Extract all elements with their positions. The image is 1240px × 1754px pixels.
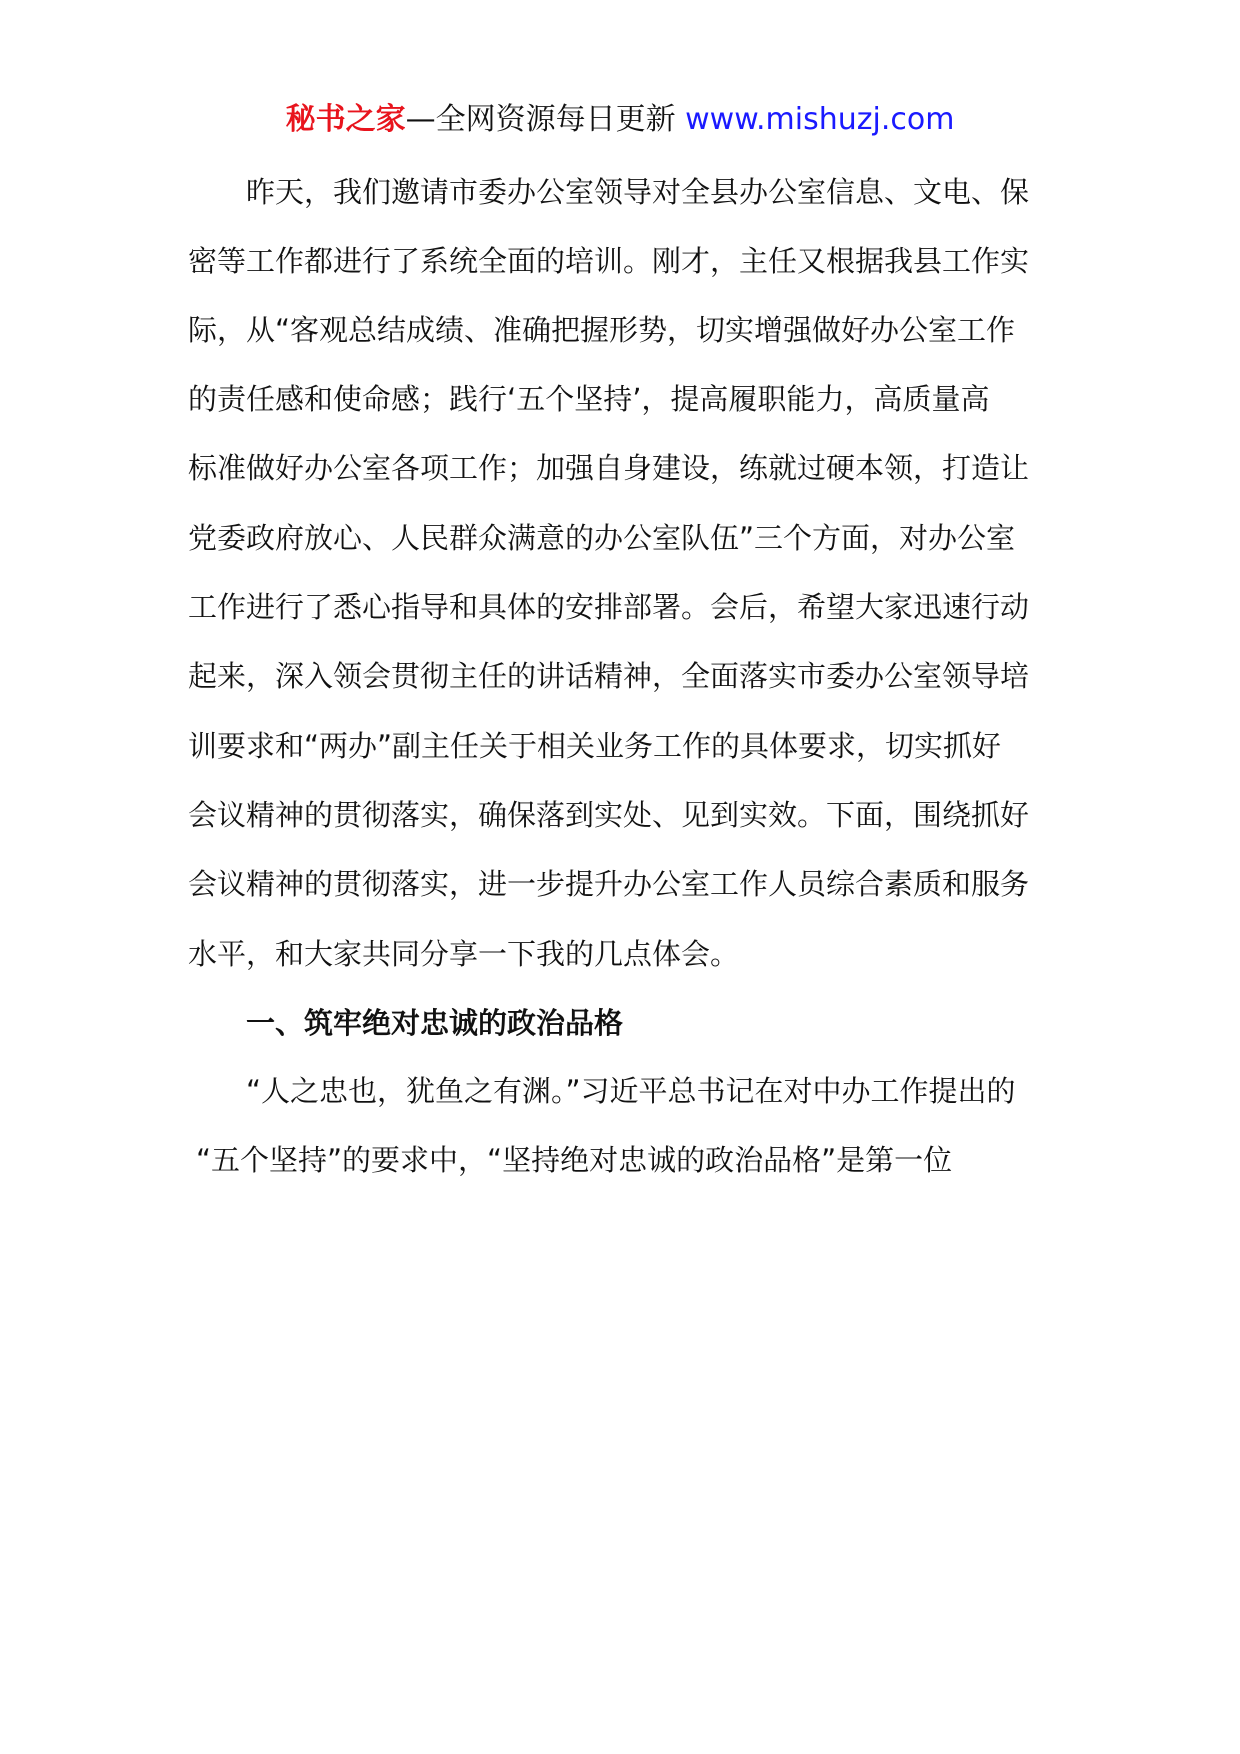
site-url[interactable]: www.mishuzj.com xyxy=(685,102,955,137)
header-tagline: —全网资源每日更新 xyxy=(405,102,686,137)
paragraph-line: 昨天，我们邀请市委办公室领导对全县办公室信息、文电、保 xyxy=(246,175,1030,209)
paragraph-line: 会议精神的贯彻落实，进一步提升办公室工作人员综合素质和服务 xyxy=(188,867,1030,901)
paragraph-line: 际，从“客观总结成绩、准确把握形势，切实增强做好办公室工作 xyxy=(188,313,1016,347)
paragraph-line: 标准做好办公室各项工作；加强自身建设，练就过硬本领，打造让 xyxy=(188,451,1030,485)
paragraph-line: 会议精神的贯彻落实，确保落到实处、见到实效。下面，围绕抓好 xyxy=(188,798,1030,832)
paragraph-line: “人之忠也，犹鱼之有渊。”习近平总书记在对中办工作提出的 xyxy=(246,1074,1016,1108)
section-heading: 一、筑牢绝对忠诚的政治品格 xyxy=(246,1006,624,1040)
paragraph-line: 党委政府放心、人民群众满意的办公室队伍”三个方面，对办公室 xyxy=(188,521,1016,555)
paragraph-line: 水平，和大家共同分享一下我的几点体会。 xyxy=(188,937,740,971)
paragraph-line: 密等工作都进行了系统全面的培训。刚才，主任又根据我县工作实 xyxy=(188,244,1030,278)
paragraph-line: 起来，深入领会贯彻主任的讲话精神，全面落实市委办公室领导培 xyxy=(188,659,1030,693)
paragraph-line: 训要求和“两办”副主任关于相关业务工作的具体要求，切实抓好 xyxy=(188,729,1002,763)
paragraph-line: 工作进行了悉心指导和具体的安排部署。会后，希望大家迅速行动 xyxy=(188,590,1030,624)
paragraph-line: 的责任感和使命感；践行‘五个坚持’，提高履职能力，高质量高 xyxy=(188,382,990,416)
page-header xyxy=(0,100,1240,140)
paragraph-line: “五个坚持”的要求中，“坚持绝对忠诚的政治品格”是第一位 xyxy=(196,1143,953,1177)
brand-name: 秘书之家 xyxy=(285,102,406,137)
